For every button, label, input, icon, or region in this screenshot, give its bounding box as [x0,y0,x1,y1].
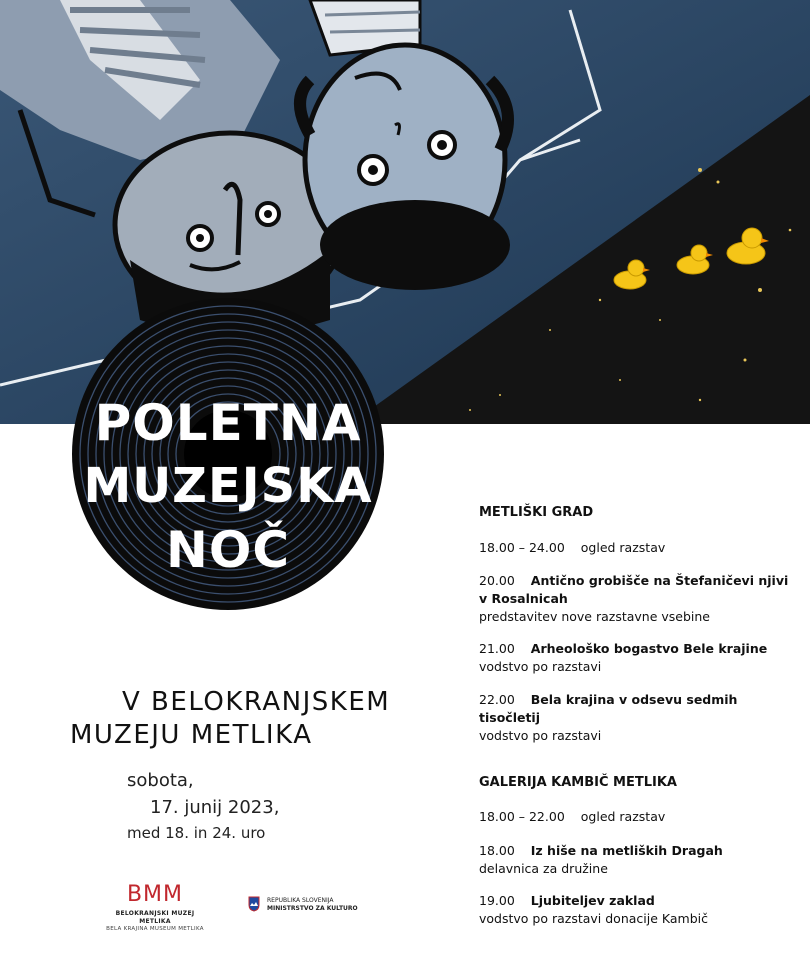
schedule-item [479,892,799,928]
item-activity: ogled razstav [580,809,666,824]
schedule-item [479,808,799,826]
sponsor-logos [100,884,380,934]
museum-logo [100,884,210,933]
item-time: 18.00 – 24.00 [479,540,565,555]
item-subtitle: delavnica za družine [479,861,608,876]
item-time: 18.00 – 22.00 [479,809,565,824]
venue-line-1: V BELOKRANJSKEM [122,687,391,717]
item-title: Antično grobišče na Štefaničevi njivi v Rosalnicah [479,573,789,606]
date-date: 17. junij 2023, [150,797,280,818]
schedule-item [479,842,799,878]
section-title-galerija-kambic: GALERIJA KAMBIČ METLIKA [479,775,677,790]
title-line-3: NOČ [165,521,291,579]
item-title: Bela krajina v odsevu sedmih tisočletij [479,692,738,725]
section-title-metliski-grad: METLIŠKI GRAD [479,505,594,520]
ministry-text [267,897,358,913]
schedule-item [479,640,799,676]
item-subtitle: vodstvo po razstavi [479,659,602,674]
title-line-2: MUZEJSKA [83,458,373,514]
item-time: 18.00 [479,843,515,858]
item-title: Ljubiteljev zaklad [530,893,655,908]
title-line-1: POLETNA [94,394,362,452]
item-time: 21.00 [479,641,515,656]
item-time: 19.00 [479,893,515,908]
schedule-item [479,691,799,745]
museum-name: BELOKRANJSKI MUZEJ METLIKA [115,910,195,925]
schedule-item [479,539,799,557]
venue-line-2: MUZEJU METLIKA [70,720,313,750]
item-subtitle: predstavitev nove razstavne vsebine [479,609,710,624]
museum-name-english: BELA KRAJINA MUSEUM METLIKA [106,926,204,932]
date-hours: med 18. in 24. uro [127,824,266,842]
item-title: Iz hiše na metliških Dragah [530,843,723,858]
item-activity: ogled razstav [580,540,666,555]
schedule-item [479,572,799,626]
item-title: Arheološko bogastvo Bele krajine [530,641,768,656]
ministry-country: REPUBLIKA SLOVENIJA [267,897,334,904]
date-day: sobota, [127,770,194,791]
museum-logo-mark: BMM [126,882,184,907]
ministry-name: MINISTRSTVO ZA KULTURO [267,905,358,912]
item-time: 22.00 [479,692,515,707]
item-subtitle: vodstvo po razstavi donacije Kambič [479,911,708,926]
item-subtitle: vodstvo po razstavi [479,728,602,743]
item-time: 20.00 [479,573,515,588]
slovenia-crest-icon [248,896,260,912]
